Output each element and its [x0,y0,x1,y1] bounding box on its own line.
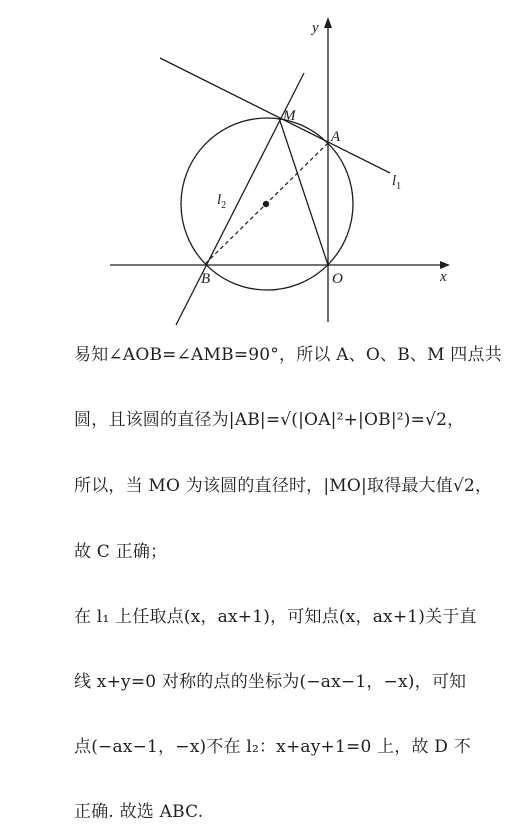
solution-line-3: 所以，当 MO 为该圆的直径时，|MO|取得最大值√2， [74,476,493,496]
line-l2-label: $l_2$ [217,192,227,211]
solution-line-5: 在 l₁ 上任取点(x，ax+1)，可知点(x，ax+1)关于直 [74,607,477,627]
point-B-label: B [201,271,211,287]
solution-line-4: 故 C 正确； [74,542,168,562]
solution-line-8: 正确. 故选 ABC. [74,802,204,822]
x-axis-label: x [440,269,447,285]
geometry-figure [0,0,522,330]
line-l1 [160,58,390,173]
point-O-label: O [332,271,343,287]
segment-MO [279,118,328,265]
y-axis-arrow [324,17,332,28]
solution-line-2: 圆，且该圆的直径为|AB|=√(|OA|²+|OB|²)=√2， [74,410,465,430]
x-axis-arrow [440,261,450,269]
solution-line-1: 易知∠AOB=∠AMB=90°，所以 A、O、B、M 四点共 [74,345,502,365]
solution-line-7: 点(−ax−1，−x)不在 l₂：x+ay+1=0 上，故 D 不 [74,737,471,757]
y-axis-label: y [312,20,319,36]
point-A-label: A [331,129,341,145]
solution-line-6: 线 x+y=0 对称的点的坐标为(−ax−1，−x)，可知 [74,672,467,692]
line-l1-label: $l_1$ [392,173,402,192]
point-M-label: M [283,108,296,124]
